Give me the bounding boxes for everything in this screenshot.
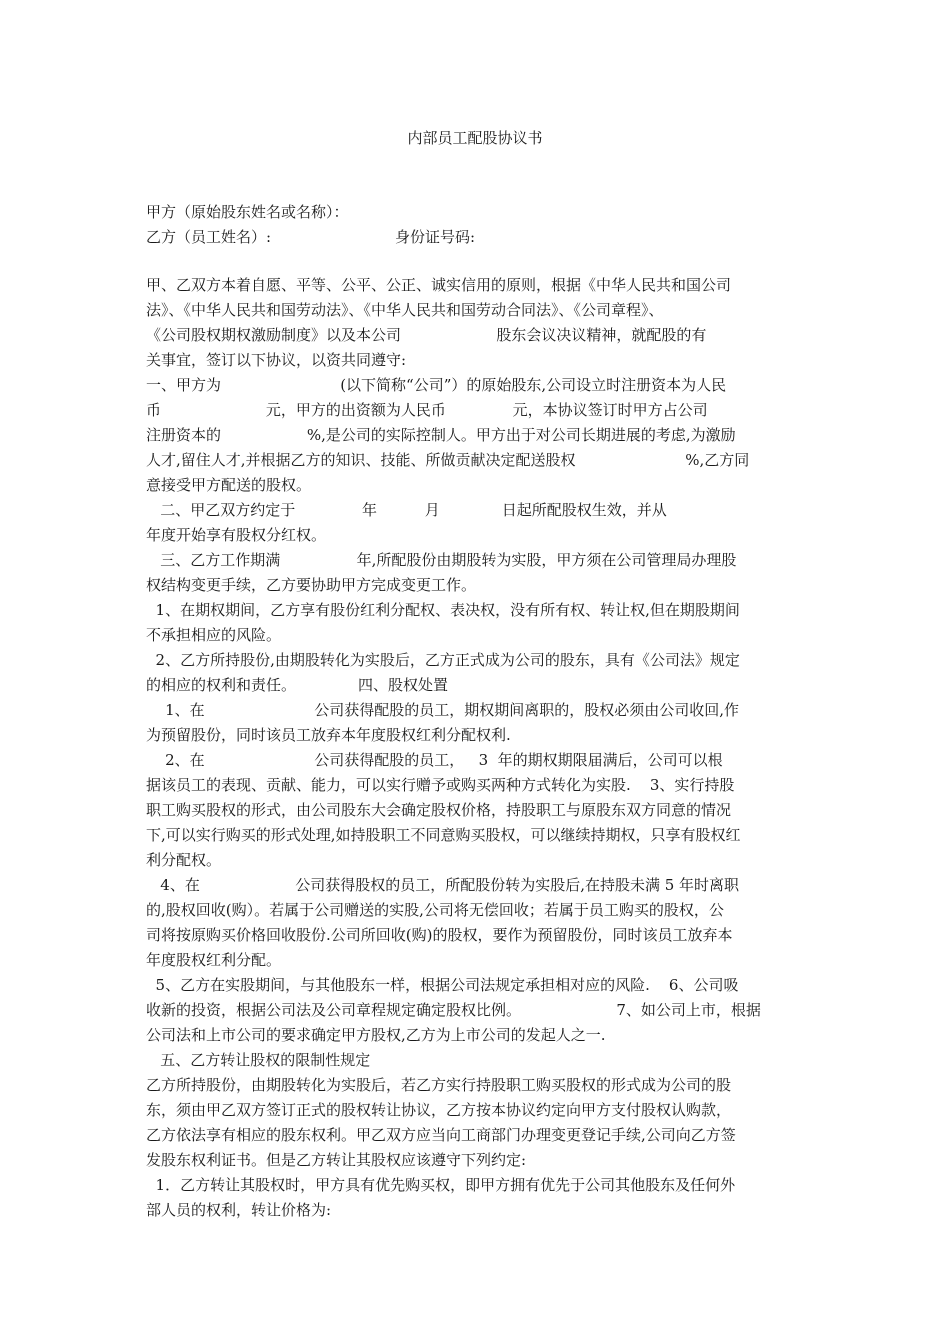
paragraph-line: 1、在 公司获得配股的员工，期权期间离职的，股权必须由公司收回,作 — [146, 701, 740, 719]
paragraph-line: 4、在 公司获得股权的员工，所配股份转为实股后,在持股未满 5 年时离职 — [146, 876, 740, 894]
paragraph-line: 的,股权回收(购）。若属于公司赠送的实股,公司将无偿回收；若属于员工购买的股权，公 — [146, 901, 724, 919]
party-a-line: 甲方（原始股东姓名或名称）： — [146, 203, 349, 221]
paragraph-line: 年度开始享有股权分红权。 — [146, 526, 327, 544]
paragraph-line: 2、乙方所持股份,由期股转化为实股后，乙方正式成为公司的股东，具有《公司法》规定 — [146, 651, 740, 669]
paragraph-line: 公司法和上市公司的要求确定甲方股权,乙方为上市公司的发起人之一. — [146, 1026, 606, 1044]
paragraph-line: 币 元，甲方的出资额为人民币 元，本协议签订时甲方占公司 — [146, 401, 708, 419]
paragraph-line: 的相应的权利和责任。 四、股权处置 — [146, 676, 448, 694]
paragraph-line: 关事宜，签订以下协议，以资共同遵守: — [146, 351, 407, 369]
paragraph-line: 年度股权红利分配。 — [146, 951, 282, 969]
party-b-line: 乙方（员工姓名）: 身份证号码: — [146, 228, 476, 246]
paragraph-line: 5、乙方在实股期间，与其他股东一样，根据公司法规定承担相对应的风险. 6、公司吸 — [146, 976, 739, 994]
paragraph-line: 三、乙方工作期满 年,所配股份由期股转为实股，甲方须在公司管理局办理股 — [146, 551, 737, 569]
paragraph-line: 1．乙方转让其股权时，甲方具有优先购买权，即甲方拥有优先于公司其他股东及任何外 — [146, 1176, 736, 1194]
document-title: 内部员工配股协议书 — [407, 129, 543, 147]
paragraph-line: 司将按原购买价格回收股份.公司所回收(购)的股权，要作为预留股份，同时该员工放弃本 — [146, 926, 733, 944]
paragraph-line: 人才,留住人才,并根据乙方的知识、技能、所做贡献决定配送股权 %,乙方同 — [146, 451, 750, 469]
paragraph-line: 权结构变更手续，乙方要协助甲方完成变更工作。 — [146, 576, 477, 594]
paragraph-line: 一、甲方为 (以下简称“公司”）的原始股东,公司设立时注册资本为人民 — [146, 376, 727, 394]
paragraph-line: 为预留股份，同时该员工放弃本年度股权红利分配权利. — [146, 726, 511, 744]
paragraph-line: 《公司股权期权激励制度》以及本公司 股东会议决议精神，就配股的有 — [146, 326, 707, 344]
paragraph-line: 据该员工的表现、贡献、能力，可以实行赠予或购买两种方式转化为实股. 3、实行持股 — [146, 776, 735, 794]
paragraph-line: 乙方依法享有相应的股东权利。甲乙双方应当向工商部门办理变更登记手续,公司向乙方签 — [146, 1126, 736, 1144]
paragraph-line: 收新的投资，根据公司法及公司章程规定确定股权比例。 7、如公司上市，根据 — [146, 1001, 761, 1019]
paragraph-line: 注册资本的 %,是公司的实际控制人。甲方出于对公司长期进展的考虑,为激励 — [146, 426, 736, 444]
paragraph-line: 1、在期权期间，乙方享有股份红利分配权、表决权，没有所有权、转让权,但在期股期间 — [146, 601, 740, 619]
paragraph-line: 发股东权利证书。但是乙方转让其股权应该遵守下列约定: — [146, 1151, 527, 1169]
paragraph-line: 东，须由甲乙双方签订正式的股权转让协议，乙方按本协议约定向甲方支付股权认购款， — [146, 1101, 732, 1119]
paragraph-line: 下,可以实行购买的形式处理,如持股职工不同意购买股权，可以继续持期权，只享有股权红 — [146, 826, 741, 844]
paragraph-line: 二、甲乙双方约定于 年 月 日起所配股权生效，并从 — [146, 501, 667, 519]
paragraph-line: 甲、乙双方本着自愿、平等、公平、公正、诚实信用的原则，根据《中华人民共和国公司 — [146, 276, 732, 294]
section-heading: 五、乙方转让股权的限制性规定 — [146, 1051, 371, 1069]
paragraph-line: 法》、《中华人民共和国劳动法》、《中华人民共和国劳动合同法》、《公司章程》、 — [146, 301, 664, 319]
paragraph-line: 职工购买股权的形式，由公司股东大会确定股权价格，持股职工与原股东双方同意的情况 — [146, 801, 732, 819]
paragraph-line: 乙方所持股份，由期股转化为实股后，若乙方实行持股职工购买股权的形式成为公司的股 — [146, 1076, 732, 1094]
paragraph-line: 部人员的权利，转让价格为: — [146, 1201, 332, 1219]
paragraph-line: 意接受甲方配送的股权。 — [146, 476, 312, 494]
paragraph-line: 不承担相应的风险。 — [146, 626, 282, 644]
paragraph-line: 2、在 公司获得配股的员工， 3 年的期权期限届满后，公司可以根 — [146, 751, 723, 769]
paragraph-line: 利分配权。 — [146, 851, 222, 869]
